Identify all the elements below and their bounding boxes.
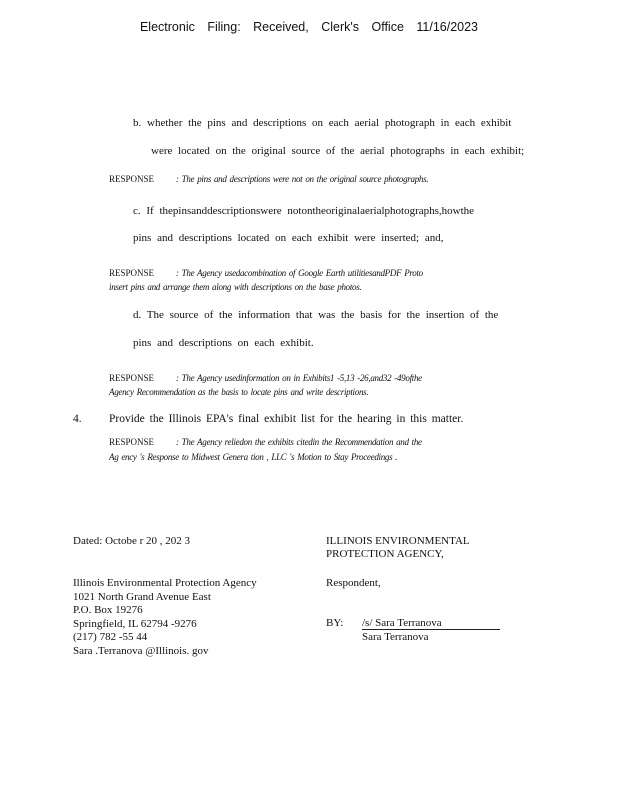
item-d-line2: pins and descriptions on each exhibit. [133, 337, 314, 349]
response-d-text-1: : The Agency usedinformation on in Exhibits1 -5,13 -26,and32 -49ofthe [176, 373, 422, 383]
response-c-line2: insert pins and arrange them along with descriptions on the base photos. [109, 282, 362, 292]
item-c-line1: c. If thepinsanddescriptionswere notontheoriginalaerialphotographs,howthe [133, 205, 475, 217]
response-4-text-1: : The Agency reliedon the exhibits citedin the Recommendation and the [176, 437, 422, 447]
response-label: RESPONSE [109, 268, 155, 278]
agency-name-line2: PROTECTION AGENCY, [326, 548, 444, 560]
item-4-text: Provide the Illinois EPA's final exhibit list for the hearing in this matter. [109, 413, 464, 425]
address-line: 1021 North Grand Avenue East [73, 590, 211, 603]
electronic-signature: /s/ Sara Terranova [362, 617, 442, 629]
response-c-line1 [109, 268, 423, 278]
item-b-line1: b. whether the pins and descriptions on each aerial photograph in each exhibit [133, 117, 512, 129]
dated-line: Dated: Octobe r 20 , 202 3 [73, 535, 190, 547]
signature-line [362, 629, 500, 630]
address-block [73, 577, 257, 658]
response-label: RESPONSE [109, 437, 155, 447]
response-b [109, 174, 428, 184]
address-line: P.O. Box 19276 [73, 604, 143, 616]
electronic-filing-header: Electronic Filing: Received, Clerk's Office 11/16/2023 [139, 20, 479, 34]
address-line: Springfield, IL 62794 -9276 [73, 617, 197, 630]
address-line: Illinois Environmental Protection Agency [73, 577, 257, 589]
respondent-label: Respondent, [326, 577, 381, 589]
response-label: RESPONSE [109, 174, 155, 184]
response-label: RESPONSE [109, 373, 155, 383]
item-b-line2: were located on the original source of the aerial photographs in each exhibit; [151, 145, 525, 157]
response-d-line1 [109, 373, 422, 383]
response-4-line1 [109, 437, 422, 447]
item-d-line1: d. The source of the information that was the basis for the insertion of the [133, 309, 499, 321]
signer-name: Sara Terranova [362, 631, 429, 643]
response-4-line2: Ag ency 's Response to Midwest Genera tion , LLC 's Motion to Stay Proceedings . [109, 452, 398, 462]
email-line: Sara .Terranova @Illinois. gov [73, 644, 209, 657]
agency-name-line1: ILLINOIS ENVIRONMENTAL [326, 535, 470, 547]
response-c-text-1: : The Agency usedacombination of Google Earth utilitiesandPDF Proto [176, 268, 423, 278]
address-line: (217) 782 -55 44 [73, 631, 148, 643]
response-d-line2: Agency Recommendation as the basis to locate pins and write descriptions. [109, 387, 369, 397]
item-c-line2: pins and descriptions located on each exhibit were inserted; and, [133, 232, 444, 244]
by-label: BY: [326, 617, 344, 629]
response-b-text: : The pins and descriptions were not on the original source photographs. [176, 174, 429, 184]
item-4-number: 4. [73, 413, 82, 425]
